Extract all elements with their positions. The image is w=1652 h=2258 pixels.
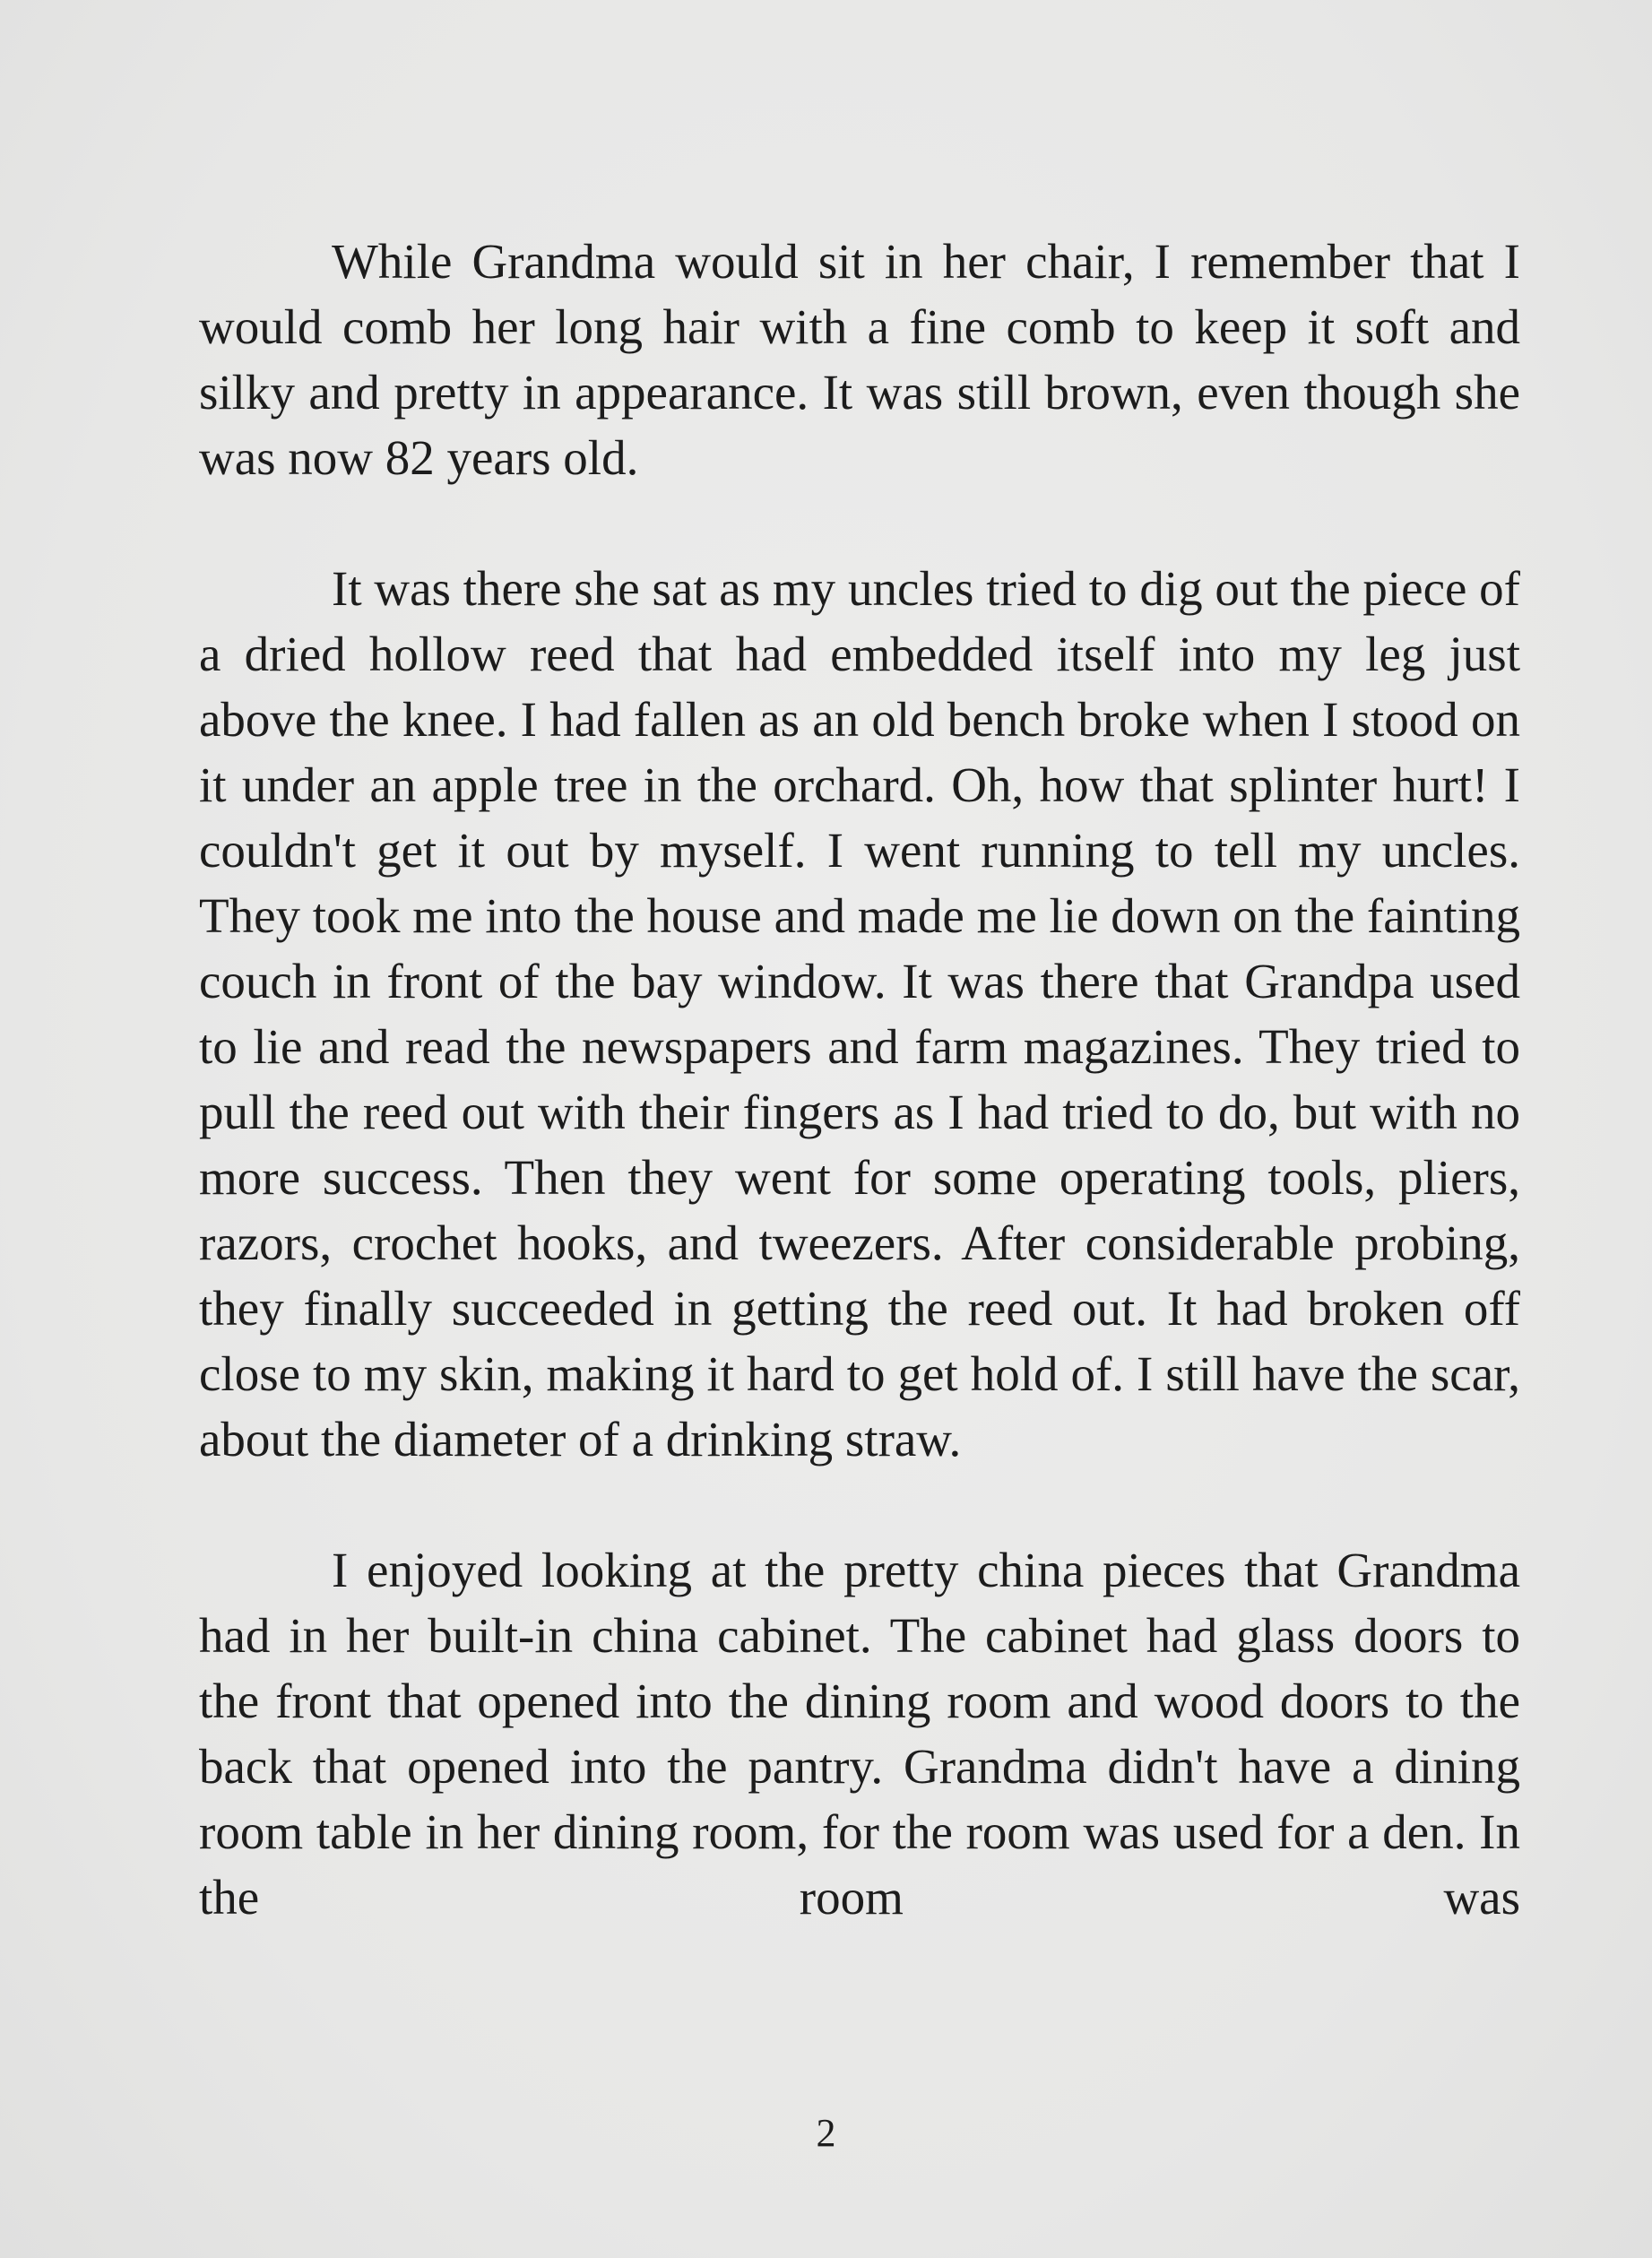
page-number: 2 <box>816 2111 836 2155</box>
body-text <box>199 229 1520 1930</box>
paragraph-2: It was there she sat as my uncles tried to dig out the piece of a dried hollow reed that had embedded itself into my leg just above the knee. I had fallen as an old bench broke when I stood on it under an apple tree in the orchard. Oh, how that splinter hurt! I couldn't get it out by myself. I went running to tell my uncles. They took me into the house and made me lie down on the fainting couch in front of the bay window. It was there that Grandpa used to lie and read the newspapers and farm magazines. They tried to pull the reed out with their fingers as I had tried to do, but with no more success. Then they went for some operating tools, pliers, razors, crochet hooks, and tweezers. After considerable probing, they finally succeeded in getting the reed out. It had broken off close to my skin, making it hard to get hold of. I still have the scar, about the diameter of a drinking straw. <box>199 561 1520 1466</box>
paragraph-1: While Grandma would sit in her chair, I remember that I would comb her long hair with a fine comb to keep it soft and silky and pretty in appearance. It was still brown, even though she was now 82 years old. <box>199 234 1520 485</box>
paragraph-3: I enjoyed looking at the pretty china pieces that Grandma had in her built-in china cabinet. The cabinet had glass doors to the front that opened into the dining room and wood doors to the back that opened into the pantry. Grandma didn't have a dining room table in her dining room, for the room was used for a den. In the room was <box>199 1543 1520 1925</box>
